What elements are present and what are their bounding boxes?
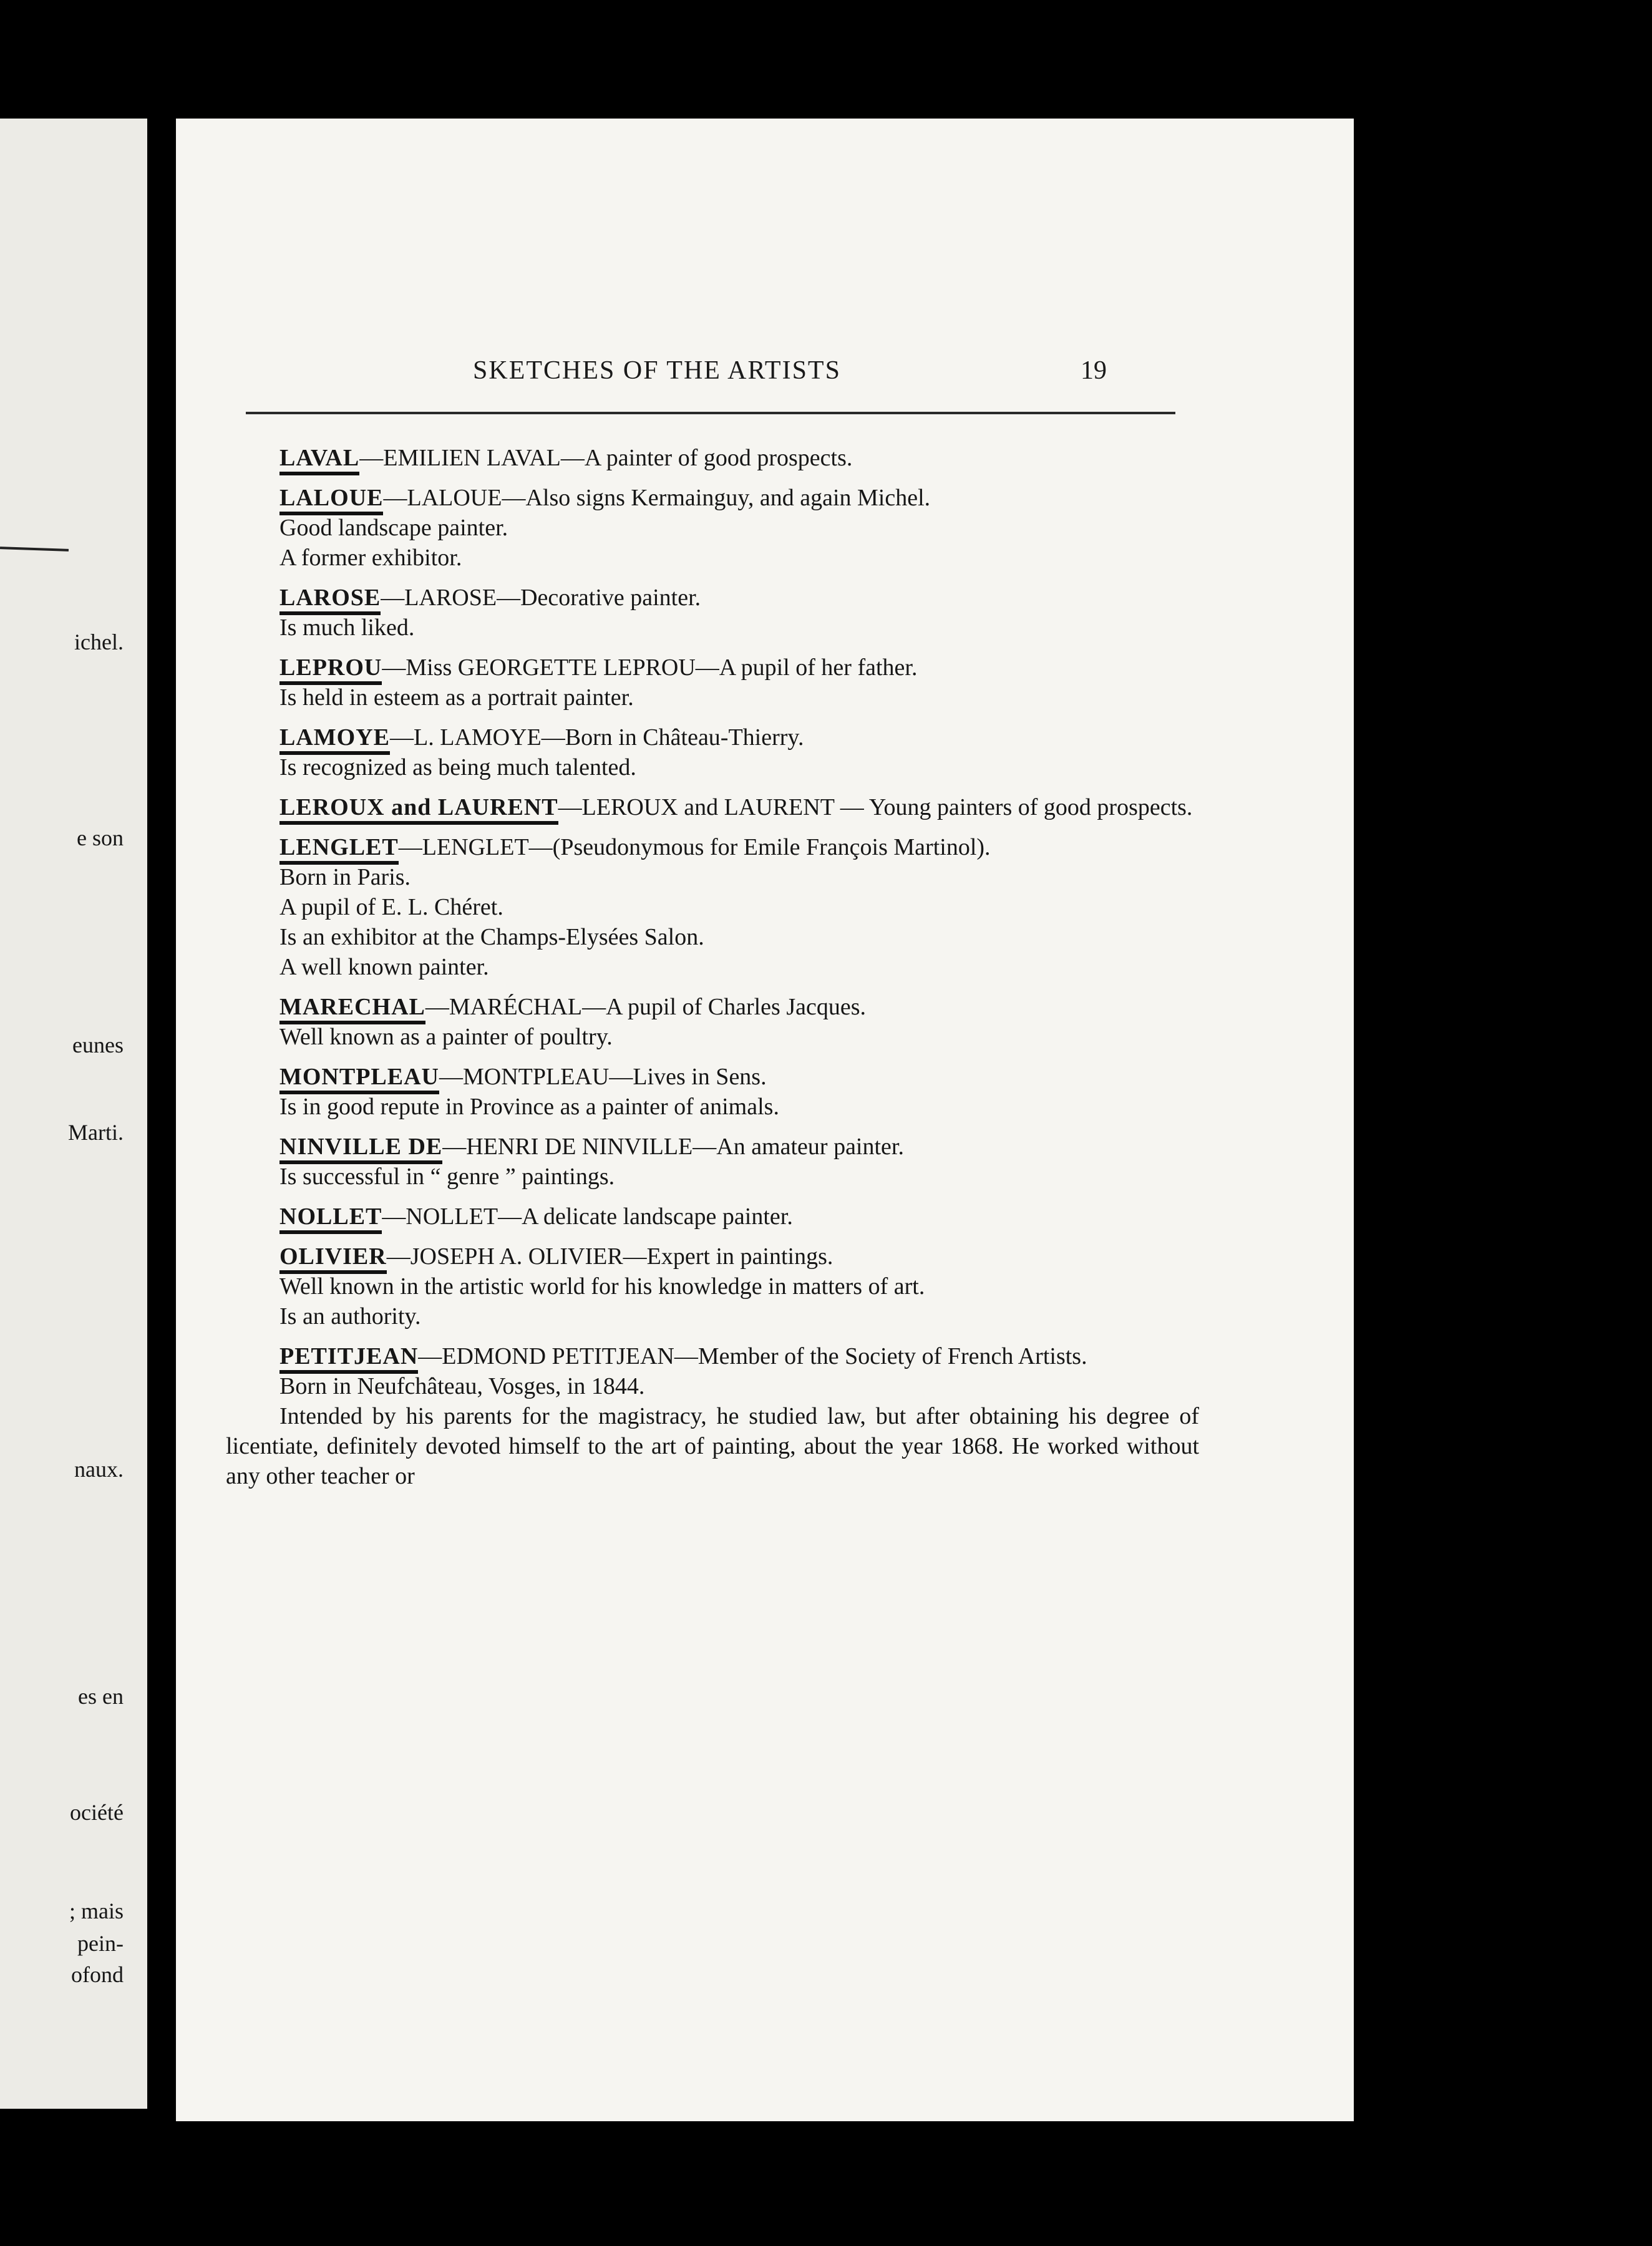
- entry-name: LEROUX and LAURENT: [279, 794, 558, 825]
- entry-ninville-de: [226, 1132, 1199, 1192]
- entry-line: Miss GEORGETTE LEPROU—A pupil of her father.: [406, 654, 918, 681]
- entry-marechal: [226, 992, 1199, 1052]
- entry-line: Intended by his parents for the magistracy, he studied law, but after obtaining his degree of licentiate, definitely devoted himself to the art of painting, about the year 1868. He worked without any other teacher or: [226, 1403, 1199, 1489]
- entry-line: Is in good repute in Province as a painter of animals.: [279, 1094, 779, 1120]
- previous-page-fragment: ichel.: [74, 630, 124, 654]
- entry-line: Is held in esteem as a portrait painter.: [279, 684, 634, 711]
- entry-line: A former exhibitor.: [279, 545, 462, 571]
- previous-page-fragment: Marti.: [68, 1120, 124, 1145]
- entry-montpleau: [226, 1062, 1199, 1122]
- previous-page-rule: [0, 547, 69, 552]
- entry-line: LAROSE—Decorative painter.: [404, 585, 701, 611]
- entry-laval: [226, 443, 1199, 473]
- entry-line: Is an exhibitor at the Champs-Elysées Salon.: [279, 924, 704, 950]
- entry-line: L. LAMOYE—Born in Château-Thierry.: [414, 724, 804, 751]
- entry-name: LAVAL: [279, 445, 359, 475]
- entry-line: HENRI DE NINVILLE—An amateur painter.: [466, 1134, 904, 1160]
- entry-line: Is recognized as being much talented.: [279, 754, 636, 780]
- entries-list: [226, 443, 1199, 1501]
- previous-page-fragment: es en: [78, 1684, 124, 1709]
- entry-line: MONTPLEAU—Lives in Sens.: [463, 1064, 767, 1090]
- previous-page-fragment: naux.: [74, 1457, 124, 1482]
- entry-nollet: [226, 1202, 1199, 1232]
- previous-page-fragment: eunes: [72, 1033, 124, 1057]
- entry-line: MARÉCHAL—A pupil of Charles Jacques.: [449, 994, 866, 1020]
- entry-line: Born in Neufchâteau, Vosges, in 1844.: [279, 1373, 645, 1399]
- entry-line: EDMOND PETITJEAN—Member of the Society of French Artists.: [442, 1343, 1087, 1369]
- page-number: 19: [1081, 356, 1107, 385]
- entry-line: LENGLET—(Pseudonymous for Emile François Martinol).: [422, 834, 991, 860]
- entry-line: EMILIEN LAVAL—A painter of good prospects.: [383, 445, 853, 471]
- entry-name: NINVILLE DE: [279, 1134, 442, 1164]
- book-gutter: [147, 94, 176, 2121]
- entry-name: LENGLET: [279, 834, 399, 865]
- entry-name: LEPROU: [279, 654, 382, 685]
- entry-leprou: [226, 653, 1199, 712]
- entry-name: NOLLET: [279, 1203, 382, 1234]
- entry-line: Is successful in “ genre ” paintings.: [279, 1164, 615, 1190]
- document-page: [176, 119, 1354, 2121]
- entry-line: LALOUE—Also signs Kermainguy, and again Michel.: [407, 485, 931, 511]
- entry-line: Well known in the artistic world for his knowledge in matters of art.: [279, 1273, 925, 1300]
- entry-lenglet: [226, 832, 1199, 982]
- entry-name: MONTPLEAU: [279, 1064, 439, 1094]
- header-rule: [246, 412, 1175, 414]
- entry-line: Born in Paris.: [279, 864, 411, 890]
- entry-line: LEROUX and LAURENT — Young painters of good prospects.: [581, 794, 1193, 820]
- entry-leroux-and-laurent: [226, 792, 1199, 822]
- previous-page-fragment: ofond: [71, 1962, 124, 1987]
- previous-page-fragment: ociété: [70, 1800, 124, 1825]
- entry-olivier: [226, 1242, 1199, 1331]
- entry-name: LAROSE: [279, 585, 381, 615]
- entry-larose: [226, 583, 1199, 643]
- entry-line: Well known as a painter of poultry.: [279, 1024, 613, 1050]
- previous-page-fragment: e son: [77, 825, 124, 850]
- entry-line: NOLLET—A delicate landscape painter.: [406, 1203, 793, 1230]
- entry-name: OLIVIER: [279, 1243, 387, 1274]
- entry-name: MARECHAL: [279, 994, 425, 1024]
- entry-lamoye: [226, 722, 1199, 782]
- entry-line: Is much liked.: [279, 615, 415, 641]
- previous-page: [0, 119, 147, 2109]
- entry-name: LALOUE: [279, 485, 383, 515]
- running-head: SKETCHES OF THE ARTISTS: [473, 356, 841, 385]
- entry-line: Is an authority.: [279, 1303, 421, 1330]
- entry-line: Good landscape painter.: [279, 515, 508, 541]
- previous-page-fragment: pein-: [77, 1931, 124, 1956]
- entry-line: A pupil of E. L. Chéret.: [279, 894, 503, 920]
- entry-name: LAMOYE: [279, 724, 390, 755]
- entry-petitjean: [226, 1341, 1199, 1491]
- entry-laloue: [226, 483, 1199, 573]
- entry-line: A well known painter.: [279, 954, 489, 980]
- entry-name: PETITJEAN: [279, 1343, 418, 1374]
- entry-line: JOSEPH A. OLIVIER—Expert in paintings.: [410, 1243, 833, 1270]
- previous-page-fragment: ; mais: [69, 1898, 124, 1923]
